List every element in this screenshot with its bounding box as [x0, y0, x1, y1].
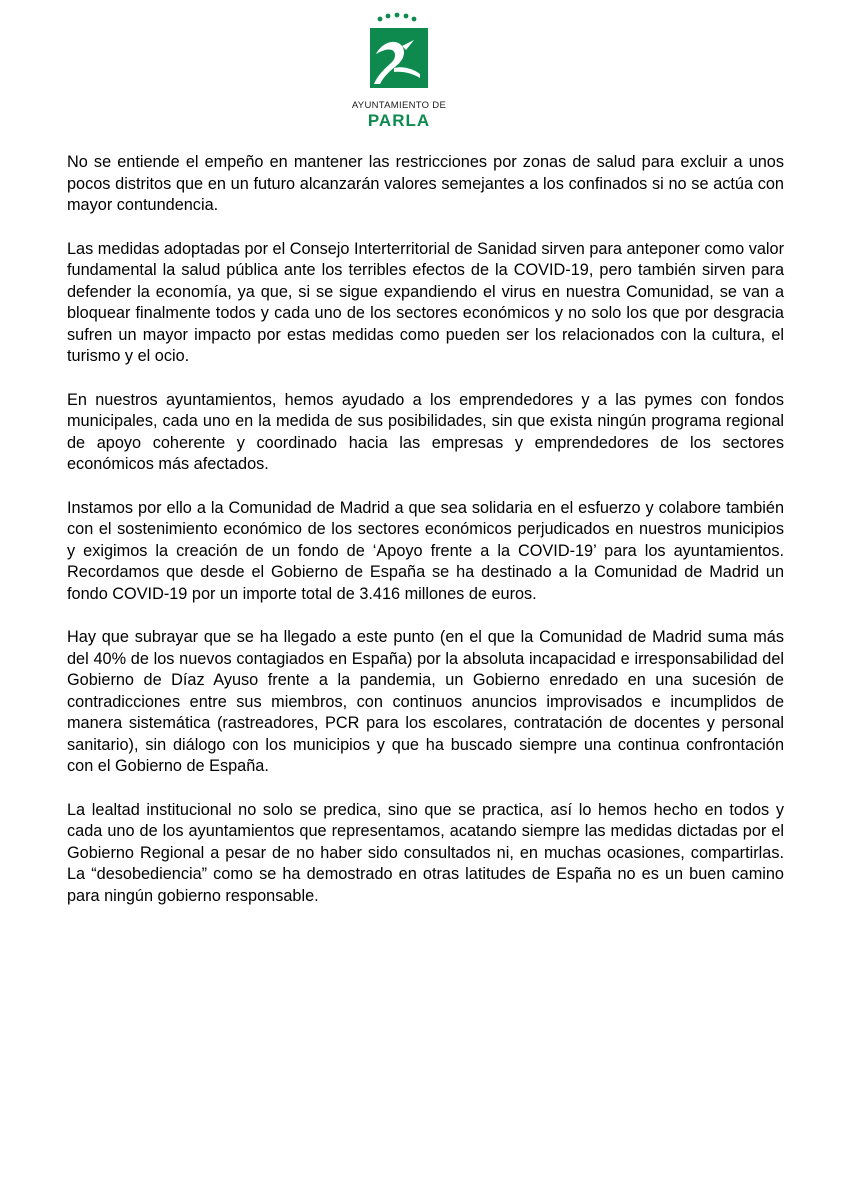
ayuntamiento-parla-logo: [350, 10, 450, 130]
paragraph-2: Las medidas adoptadas por el Consejo Interterritorial de Sanidad sirven para anteponer como valor fundamental la salud pública ante los terribles efectos de la COVID-19, pero también sirven para defender la economía, ya que, si se sigue expandiendo el virus en nuestra Comunidad, se van a bloquear finalmente todos y cada uno de los sectores económicos y no solo los que por desgracia sufren un mayor impacto por estas medidas como pueden ser los relacionados con la cultura, el turismo y el ocio.: [67, 239, 784, 365]
logo-emblem: [350, 10, 450, 130]
paragraph-3: En nuestros ayuntamientos, hemos ayudado a los emprendedores y a las pymes con fondos municipales, cada uno en la medida de sus posibilidades, sin que exista ningún programa regional de apoyo coherente y coordinado hacia las empresas y emprendedores de los sectores económicos más afectados.: [67, 390, 784, 473]
paragraph-1: No se entiende el empeño en mantener las restricciones por zonas de salud para excluir a unos pocos distritos que en un futuro alcanzarán valores semejantes a los confinados si no se actúa con mayor contundencia.: [67, 153, 784, 214]
crown-dots: [378, 13, 417, 22]
paragraph-5: Hay que subrayar que se ha llegado a este punto (en el que la Comunidad de Madrid suma más del 40% de los nuevos contagiados en España) por la absoluta incapacidad e irresponsabilidad del Gobierno de Díaz Ayuso frente a la pandemia, un Gobierno enredado en una sucesión de contradicciones entre sus miembros, con continuos anuncios improvisados e incumplidos de manera sistemática (rastreadores, PCR para los escolares, contratación de docentes y personal sanitario), sin diálogo con los municipios y que ha buscado siempre una continua confrontación con el Gobierno de España.: [67, 628, 784, 775]
document-body: [67, 152, 784, 929]
paragraph-6: La lealtad institucional no solo se predica, sino que se practica, así lo hemos hecho en todos y cada uno de los ayuntamientos que representamos, acatando siempre las medidas dictadas por el Gobierno Regional a pesar de no haber sido consultados ni, en muchas ocasiones, compartirlas. La “desobediencia” como se ha demostrado en otras latitudes de España no es un buen camino para ningún gobierno responsable.: [67, 800, 784, 905]
svg-text:AYUNTAMIENTO DE: AYUNTAMIENTO DE: [351, 100, 447, 111]
svg-text:PARLA: PARLA: [367, 111, 431, 130]
paragraph-4: Instamos por ello a la Comunidad de Madrid a que sea solidaria en el esfuerzo y colabore también con el sostenimiento económico de los sectores económicos perjudicados en nuestros municipios y exigimos la creación de un fondo de ‘Apoyo frente a la COVID-19’ para los ayuntamientos. Recordamos que desde el Gobierno de España se ha destinado a la Comunidad de Madrid un fondo COVID-19 por un importe total de 3.416 millones de euros.: [67, 498, 784, 603]
